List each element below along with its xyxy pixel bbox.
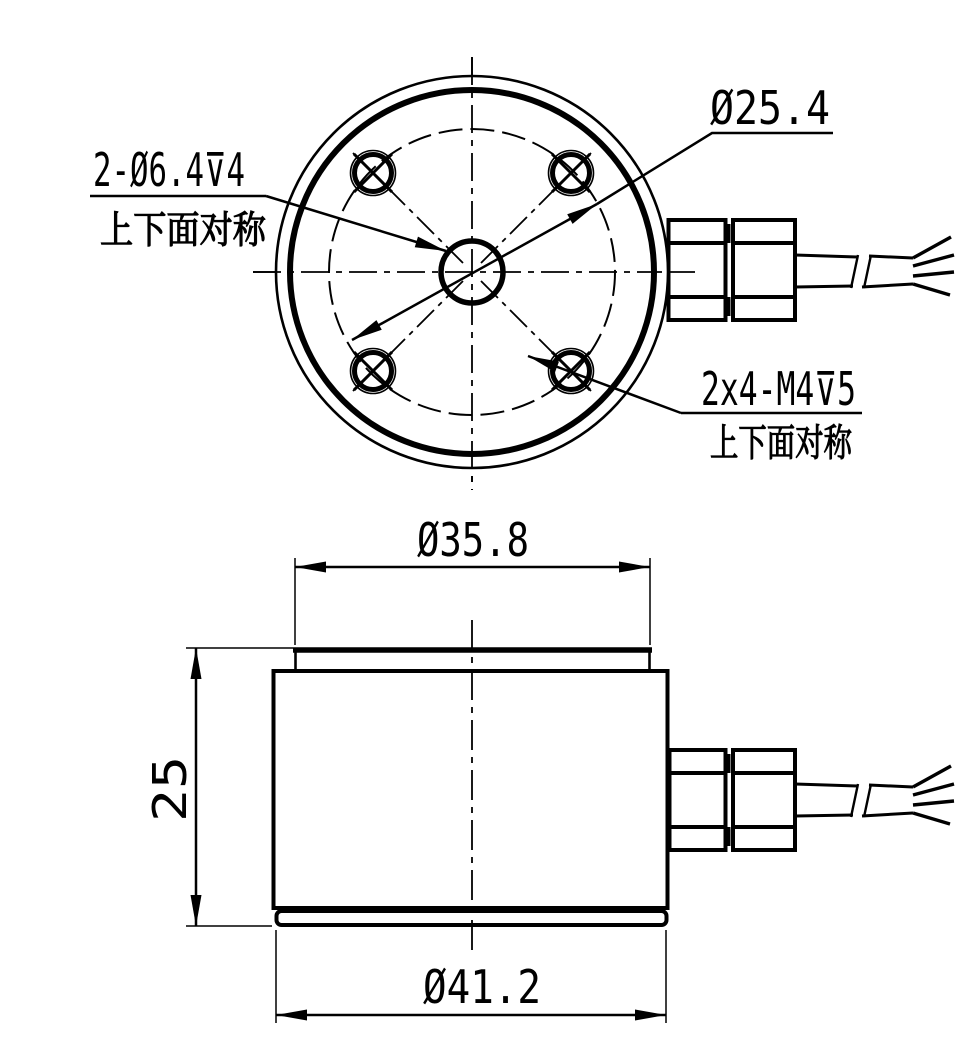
wire-end <box>913 813 950 824</box>
wire-end <box>913 801 954 805</box>
connector-nut-2 <box>733 750 795 850</box>
center-hole-callout-label: 2-Ø6.4⊽4 <box>93 143 245 197</box>
bolt-circle-diameter-label: Ø25.4 <box>710 81 830 135</box>
wire-ends <box>913 766 954 824</box>
tapped-hole-note-label: 上下面对称 <box>710 421 853 465</box>
connector-nut-1 <box>669 220 726 320</box>
cable-edge <box>869 785 913 787</box>
wire-end <box>913 255 954 266</box>
body-height-label: 25 <box>143 766 197 822</box>
cable-edge <box>795 815 853 816</box>
dimension-base-diameter <box>276 930 666 1023</box>
wire-end <box>913 784 954 795</box>
wire-ends <box>913 237 954 295</box>
cable-break-line <box>851 784 858 817</box>
cable-edge <box>862 284 913 287</box>
top-view-connector <box>662 220 795 320</box>
dimension-body-height <box>143 648 293 926</box>
cable-edge <box>869 256 913 258</box>
top-view-cable <box>795 237 954 295</box>
side-view-connector <box>669 750 795 850</box>
wire-end <box>913 284 950 295</box>
top-view <box>90 57 954 490</box>
cable-break-line <box>864 784 871 817</box>
tapped-hole-callout-label: 2x4-M4⊽5 <box>701 362 856 416</box>
side-view <box>143 513 954 1023</box>
cable-edge <box>795 255 857 257</box>
cable-break-line <box>851 255 858 288</box>
connector-nut-2 <box>733 220 795 320</box>
cable-break-line <box>864 255 871 288</box>
wire-end <box>913 272 954 276</box>
sensor-body <box>274 671 668 908</box>
cap-diameter-label: Ø35.8 <box>417 513 529 567</box>
center-hole-note-label: 上下面对称 <box>100 208 267 252</box>
wire-end <box>913 766 951 787</box>
cable-edge <box>795 784 857 786</box>
side-view-cable <box>795 766 954 824</box>
cable-edge <box>795 286 853 287</box>
connector-nut-1 <box>670 750 726 850</box>
base-diameter-label: Ø41.2 <box>423 960 541 1014</box>
cable-edge <box>862 813 913 816</box>
wire-end <box>913 237 951 258</box>
